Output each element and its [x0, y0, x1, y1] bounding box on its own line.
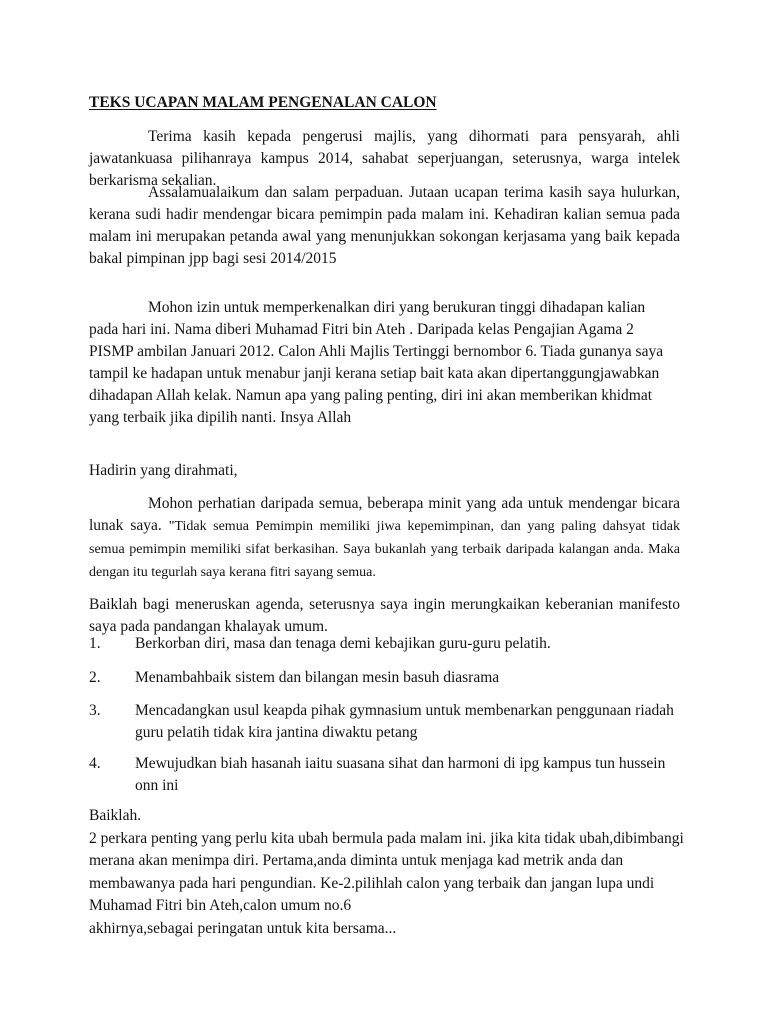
attention-text: Mohon perhatian daripada semua, beberapa minit yang ada untuk mendengar bicara lunak saya. [89, 495, 680, 534]
paragraph-agenda: Baiklah bagi meneruskan agenda, seterusnya saya ingin merungkaikan keberanian manifesto saya pada pandangan khalayak umum. [89, 596, 680, 635]
closing-line: akhirnya,sebagai peringatan untuk kita bersama... [89, 919, 397, 937]
document-title: TEKS UCAPAN MALAM PENGENALAN CALON [89, 94, 437, 111]
paragraph-introduction: Mohon izin untuk memperkenalkan diri yang berukuran tinggi dihadapan kalian pada hari ini. Nama diberi Muhamad Fitri bin Ateh . Daripada kelas Pengajian Agama 2 PISMP ambilan Januari 2012. Calon Ahli Majlis Tertinggi bernombor 6. Tiada gunanya saya tampil ke hadapan untuk menabur janji kerana setiap bait kata akan dipertanggungjawabkan dihadapan Allah kelak. Namun apa yang paling penting, diri ini akan memberikan khidmat yang terbaik jika dipilih nanti. Insya Allah [89, 299, 664, 426]
closing-line: membawanya pada hari pengundian. Ke-2.pilihlah calon yang terbaik dan jangan lupa undi [89, 874, 655, 892]
closing-line: 2 perkara penting yang perlu kita ubah bermula pada malam ini. jika kita tidak ubah,dibimbangi [89, 829, 684, 847]
list-item: Mewujudkan biah hasanah iaitu suasana sihat dan harmoni di ipg kampus tun hussein onn ini [135, 755, 666, 794]
list-item: Mencadangkan usul keapda pihak gymnasium untuk membenarkan penggunaan riadah guru pelatih tidak kira jantina diwaktu petang [135, 702, 674, 741]
list-item: Menambahbaik sistem dan bilangan mesin basuh diasrama [135, 669, 500, 686]
closing-line: Muhamad Fitri bin Ateh,calon umum no.6 [89, 897, 352, 915]
list-number: 3. [89, 702, 101, 719]
closing-section [89, 805, 689, 941]
list-number: 2. [89, 669, 101, 686]
paragraph-greeting: Hadirin yang dirahmati, [89, 462, 238, 479]
paragraph-thanks: Terima kasih kepada pengerusi majlis, yang dihormati para pensyarah, ahli jawatankuasa pilihanraya kampus 2014, sahabat seperjuangan, seterusnya, warga intelek berkarisma sekalian. [89, 128, 680, 189]
quote-text: "Tidak semua Pemimpin memiliki jiwa kepemimpinan, dan yang paling dahsyat tidak semua pemimpin memiliki sifat berkasihan. Saya bukanlah yang terbaik daripada kalangan anda. Maka dengan itu tegurlah saya kerana fitri sayang semua. [89, 519, 680, 580]
list-number: 1. [89, 635, 101, 652]
list-item: Berkorban diri, masa dan tenaga demi kebajikan guru-guru pelatih. [135, 635, 551, 652]
closing-line: Baiklah. [89, 807, 142, 824]
closing-line: merana akan menimpa diri. Pertama,anda diminta untuk menjaga kad metrik anda dan [89, 852, 624, 870]
paragraph-salam: Assalamualaikum dan salam perpaduan. Jutaan ucapan terima kasih saya hulurkan, kerana sudi hadir mendengar bicara pemimpin pada malam ini. Kehadiran kalian semua pada malam ini merupakan petanda awal yang menunjukkan sokongan kerjasama yang baik kepada bakal pimpinan jpp bagi sesi 2014/2015 [89, 184, 680, 267]
list-number: 4. [89, 755, 101, 772]
paragraph-attention [89, 493, 680, 584]
